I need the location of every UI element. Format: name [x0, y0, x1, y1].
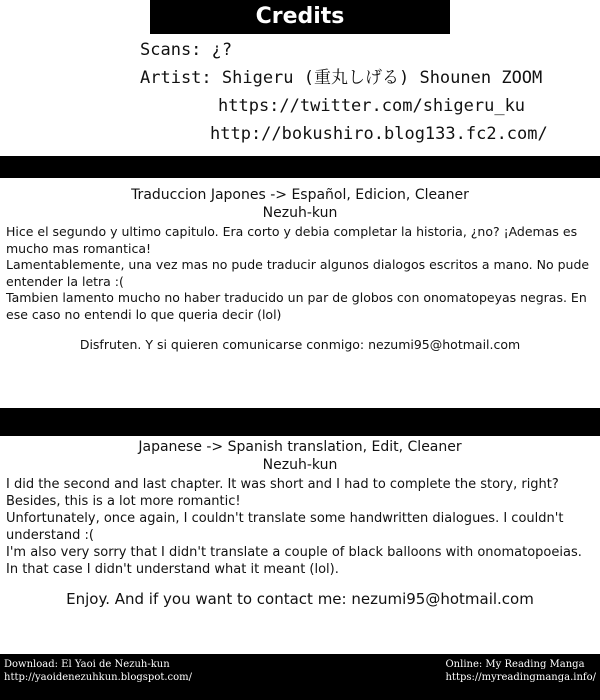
credits-title: Credits	[255, 4, 345, 29]
english-translator: Nezuh-kun	[262, 457, 338, 473]
download-label: Download: El Yaoi de Nezuh-kun	[4, 659, 170, 670]
scans-line: Scans: ¿?	[140, 40, 233, 60]
english-paragraph: I'm also very sorry that I didn't translate a couple of black balloons with onomatopoeias. In that case I didn't understand what it meant (lol).	[6, 545, 582, 577]
credit-lines	[140, 36, 590, 148]
spanish-paragraph: Hice el segundo y ultimo capitulo. Era corto y debia completar la historia, ¿no? ¡Ademas es mucho mas romantica!	[6, 224, 578, 256]
english-closing: Enjoy. And if you want to contact me: nezumi95@hotmail.com	[66, 590, 534, 608]
spanish-section	[0, 186, 600, 352]
online-url[interactable]: https://myreadingmanga.info/	[445, 672, 596, 683]
download-url[interactable]: http://yaoidenezuhkun.blogspot.com/	[4, 672, 193, 683]
artist-line: Artist: Shigeru (重丸しげる) Shounen ZOOM	[140, 68, 543, 88]
divider-band-1	[0, 156, 600, 178]
spanish-heading: Traduccion Japones -> Español, Edicion, Cleaner	[131, 187, 469, 203]
divider-band-2	[0, 408, 600, 436]
spanish-paragraph: Tambien lamento mucho no haber traducido un par de globos con onomatopeyas negras. En ese caso no entendi lo que queria decir (lol)	[6, 290, 587, 322]
footer-left	[4, 658, 192, 684]
spanish-closing: Disfruten. Y si quieren comunicarse conmigo: nezumi95@hotmail.com	[79, 337, 521, 352]
twitter-link[interactable]: https://twitter.com/shigeru_ku	[218, 96, 526, 116]
english-section	[0, 438, 600, 608]
english-paragraph: Unfortunately, once again, I couldn't translate some handwritten dialogues. I couldn't understand :(	[6, 511, 564, 543]
online-label: Online: My Reading Manga	[445, 659, 585, 670]
blog-link[interactable]: http://bokushiro.blog133.fc2.com/	[210, 124, 548, 144]
footer-bar	[0, 654, 600, 700]
spanish-translator: Nezuh-kun	[262, 205, 338, 221]
english-heading: Japanese -> Spanish translation, Edit, Cleaner	[138, 439, 462, 455]
english-paragraph: I did the second and last chapter. It was short and I had to complete the story, right? Besides, this is a lot more romantic!	[6, 477, 559, 509]
spanish-paragraph: Lamentablemente, una vez mas no pude traducir algunos dialogos escritos a mano. No pude entender la letra :(	[6, 257, 590, 289]
footer-right	[445, 658, 596, 684]
